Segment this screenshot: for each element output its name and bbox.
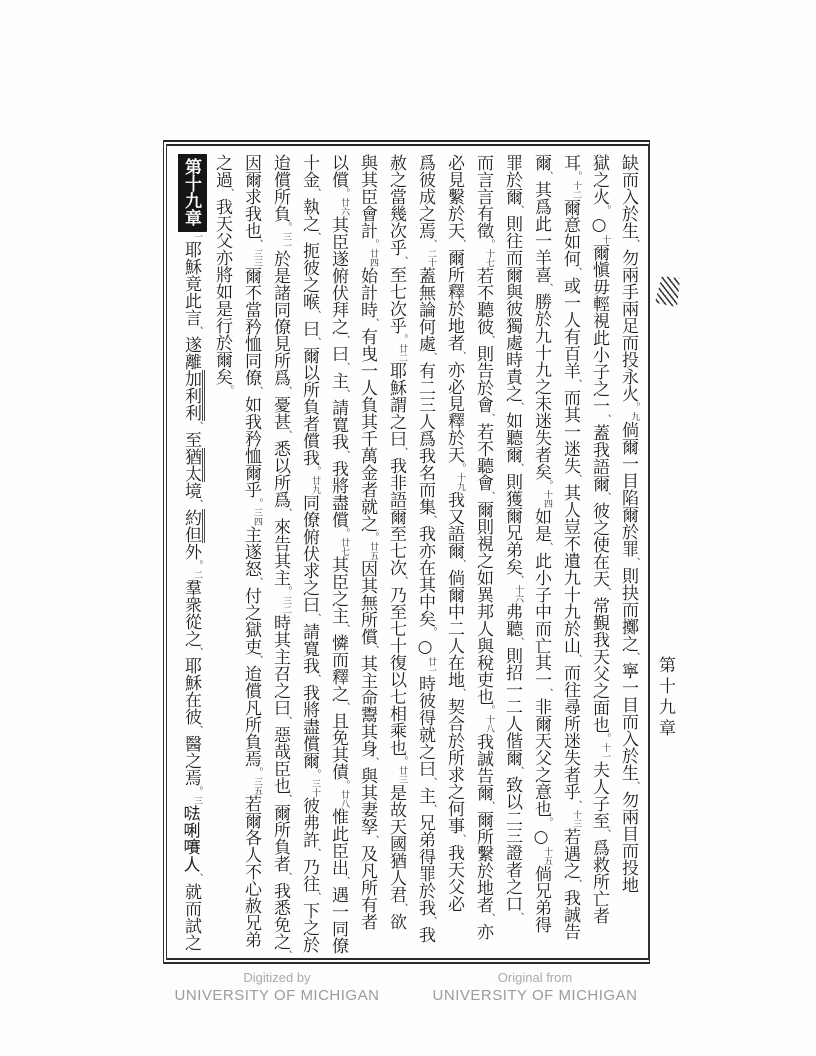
pause-mark: 、: [454, 351, 465, 361]
pause-mark: 、: [483, 413, 494, 423]
pause-mark: 、: [338, 450, 349, 460]
pause-mark: 、: [512, 205, 523, 215]
verse-number-mark: 十五: [542, 847, 552, 865]
text-column-15: 之過、我天父亦將如是行於爾矣。: [207, 154, 236, 960]
pause-mark: 、: [512, 575, 523, 585]
pause-mark: 。: [396, 756, 407, 766]
proper-name-marked-text: 加利利: [181, 370, 205, 421]
text-column-10: 與其臣會計。廿四始計時、有曳一人負其千萬金者就之。廿五因其無所償、其主命鬻其身、與其妻孥、及凡所有者: [352, 154, 381, 960]
pause-mark: 、: [251, 655, 262, 665]
pause-mark: 、: [570, 267, 581, 277]
pause-mark: 、: [628, 239, 639, 249]
pause-mark: 、: [425, 777, 436, 787]
pause-mark: 、: [483, 335, 494, 345]
pause-mark: 、: [338, 362, 349, 372]
pause-mark: 、: [280, 430, 291, 440]
pause-mark: 、: [280, 794, 291, 804]
pause-mark: 、: [512, 463, 523, 473]
pause-mark: 、: [512, 402, 523, 412]
pause-mark: 。: [309, 769, 320, 779]
text-column-16: 第十九章一耶穌竟此言、遂離加利利、至猶太境、約但外。二羣衆從之、耶穌在彼、醫之焉。三𠵽唎㘔人、就而試之: [178, 154, 207, 960]
verse-number-mark: 廿三: [397, 766, 407, 784]
text-column-9: 赦之當幾次乎、至七次乎。廿二耶穌謂之曰、我非語爾至七次、乃至七十復以七相乘也。廿三是故天國猶人君、欲: [381, 154, 410, 960]
pause-mark: 、: [367, 645, 378, 655]
pause-mark: 、: [280, 950, 291, 960]
pause-mark: 、: [280, 386, 291, 396]
pause-mark: 、: [599, 414, 610, 424]
text-column-4: 爾、其爲此一羊喜、勝於九十九之未迷失者矣。十四如是、此小子中而亡其一、非爾天父之意也。○十五倘兄弟得: [526, 154, 555, 960]
text-column-13: 迨償所負。三一於是諸同僚見所爲、憂甚、悉以所爲、來告其主。三二時其主召之曰、惡哉臣也、爾所負者、我悉免之、: [265, 154, 294, 960]
pause-mark: [323, 154, 329, 164]
pause-mark: 、: [541, 283, 552, 293]
pause-mark: 、: [280, 872, 291, 882]
verse-number-mark: 十三: [571, 810, 581, 828]
pause-mark: 、: [367, 318, 378, 328]
pause-mark: 、: [338, 624, 349, 634]
digitized-by-stamp: [152, 969, 402, 1006]
pause-mark: 、: [309, 337, 320, 347]
verse-number-mark: 三二: [281, 596, 291, 614]
pause-mark: 、: [599, 829, 610, 839]
pause-mark: 、: [367, 757, 378, 767]
pause-mark: 、: [570, 879, 581, 889]
pause-mark: 、: [570, 379, 581, 389]
margin-chapter-label: 第十九章: [655, 656, 675, 740]
pause-mark: 。: [367, 239, 378, 249]
text-column-14: 因爾求我也、三三爾不當矜恤同僚、如我矜恤爾乎。三四主遂怒、付之獄吏、迨償凡所負焉。三五若爾各人不心赦兄弟: [236, 154, 265, 960]
pause-mark: 。: [222, 385, 233, 395]
pause-mark: 、: [309, 674, 320, 684]
verse-number-mark: 十七: [484, 249, 494, 267]
original-from-institution: UNIVERSITY OF MICHIGAN: [432, 987, 638, 1004]
pause-mark: 、: [628, 652, 639, 662]
pause-mark: 、: [541, 688, 552, 698]
verse-number-mark: 三一: [281, 232, 291, 250]
text-column-2: 獄之火。○十爾愼毋輕視此小子之一、蓋我語爾、彼之使在天、常覲我天父之面也。十一夫人子至、爲救所亡者: [584, 154, 613, 960]
pause-mark: 、: [396, 576, 407, 586]
pause-mark: 、: [570, 654, 581, 664]
verse-number-mark: 廿九: [310, 476, 320, 494]
verse-number-mark: 廿六: [339, 198, 349, 216]
pause-mark: 、: [512, 766, 523, 776]
pause-mark: 。: [338, 780, 349, 790]
pause-mark: 、: [309, 232, 320, 242]
text-column-6: 而言言有徵。十七若不聽彼、則告於會、若不聽會、爾則視之如異邦人與稅吏也。十八我誠告爾、爾所繫於地者、亦: [468, 154, 497, 960]
verse-number-mark: 二: [192, 570, 202, 579]
verse-number-mark: 十四: [542, 490, 552, 508]
verse-number-mark: 廿四: [368, 249, 378, 267]
pause-mark: 、: [191, 647, 202, 657]
verse-number-mark: 三三: [252, 249, 262, 267]
pause-mark: 、: [599, 587, 610, 597]
pause-mark: 。: [191, 786, 202, 796]
verse-number-mark: 三四: [252, 508, 262, 526]
original-from-stamp: [410, 969, 660, 1006]
pause-mark: 、: [280, 716, 291, 726]
pause-mark: 、: [309, 848, 320, 858]
pause-mark: 。: [251, 498, 262, 508]
pause-mark: 、: [309, 188, 320, 198]
verse-number-mark: 十六: [513, 585, 523, 603]
verse-number-mark: 三: [192, 796, 202, 805]
text-column-7: 必見繫於天、爾所釋於地者、亦必見釋於天。十九我又語爾、倘爾中二人在地、契合於所求之何事、我天父必: [439, 154, 468, 960]
verse-number-mark: 廿八: [339, 790, 349, 808]
pause-mark: 、: [483, 491, 494, 501]
pause-mark: 。: [251, 767, 262, 777]
pause-mark: 、: [338, 335, 349, 345]
vertical-text-block: [176, 154, 642, 960]
pause-mark: [294, 171, 300, 181]
pause-mark: 、: [191, 725, 202, 735]
verse-number-mark: 二十: [426, 249, 436, 267]
text-column-8: 爲彼成之焉、二十蓋無論何處、有二三人爲我名而集、我亦在其中矣。○廿一時彼得就之曰、主、兄弟得罪於我、我: [410, 154, 439, 960]
pause-mark: 。: [570, 171, 581, 181]
pause-mark: 。: [338, 188, 349, 198]
pause-mark: 。: [628, 402, 639, 412]
pause-mark: 。: [454, 463, 465, 473]
digitized-by-text: Digitized by: [243, 970, 311, 985]
pause-mark: 、: [454, 688, 465, 698]
original-from-text: Original from: [497, 970, 573, 985]
pause-mark: 、: [309, 613, 320, 623]
proper-name-marked-text: 約但: [181, 509, 205, 543]
pause-mark: 、: [512, 912, 523, 922]
pause-mark: 、: [191, 873, 202, 883]
chapter-heading-label: 第十九章: [178, 154, 207, 232]
pause-mark: 、: [454, 239, 465, 249]
pause-mark: 。: [396, 334, 407, 344]
pause-mark: 。: [425, 627, 436, 637]
pause-mark: 、: [425, 352, 436, 362]
text-column-11: 以償。廿六其臣遂俯伏拜之、曰、主、請寬我、我將盡償。廿七其臣之主、憐而釋之、且免其債。廿八惟此臣出、遇一同僚: [323, 154, 352, 960]
pause-mark: 。: [599, 733, 610, 743]
pause-mark: 、: [367, 835, 378, 845]
verse-number-mark: 一: [192, 232, 202, 241]
pause-mark: 、: [191, 326, 202, 336]
pause-mark: 、: [425, 515, 436, 525]
verse-number-mark: 廿一: [426, 657, 436, 675]
pause-mark: 、: [599, 492, 610, 502]
digitized-by-institution: UNIVERSITY OF MICHIGAN: [174, 987, 380, 1004]
verse-number-mark: 十九: [455, 473, 465, 491]
verse-number-mark: 廿二: [397, 344, 407, 362]
pause-mark: 、: [309, 892, 320, 902]
pause-mark: 、: [222, 188, 233, 198]
pause-mark: 。: [280, 222, 291, 232]
pause-mark: 、: [483, 801, 494, 811]
proper-name-marked-text: 猶太: [181, 448, 205, 482]
pause-mark: 、: [338, 876, 349, 886]
pause-mark: 、: [251, 239, 262, 249]
pause-mark: 、: [483, 913, 494, 923]
pause-mark: 。: [338, 528, 349, 538]
verse-number-mark: 廿七: [339, 538, 349, 556]
text-column-5: 罪於爾、則往而爾與彼獨處時責之、如聽爾、則獲爾兄弟矣、十六弗聽、則招一二人偕爾、致以二三證者之口、: [497, 154, 526, 960]
pause-mark: 、: [628, 781, 639, 791]
pause-mark: 、: [512, 637, 523, 647]
pause-mark: 、: [396, 447, 407, 457]
pause-mark: 、: [570, 474, 581, 484]
verse-number-mark: 十: [600, 235, 610, 244]
verse-number-mark: 廿五: [368, 542, 378, 560]
pause-mark: 、: [191, 499, 202, 509]
pause-mark: 、: [628, 557, 639, 567]
pause-mark: 、: [425, 804, 436, 814]
pause-mark: 。: [599, 205, 610, 215]
pause-mark: 、: [338, 702, 349, 712]
pause-mark: 、: [251, 386, 262, 396]
verse-number-mark: 十一: [600, 743, 610, 761]
pause-mark: 。: [541, 817, 552, 827]
pause-mark: 、: [338, 389, 349, 399]
pause-mark: 。: [309, 466, 320, 476]
text-column-3: 耳。十二爾意如何、或一人有百羊、而其一迷失、其人豈不遺九十九於山、而往尋所迷失者乎、十三若遇之、我誠告: [555, 154, 584, 960]
pause-mark: 、: [541, 542, 552, 552]
pause-mark: 。: [483, 705, 494, 715]
text-column-12: 十金、執之、扼彼之喉、曰、爾以所負者償我。廿九同僚俯伏求之曰、請寬我、我將盡償爾。三十彼弗許、乃往、下之於: [294, 154, 323, 960]
pause-mark: 、: [425, 239, 436, 249]
printed-border-frame: [163, 140, 650, 964]
text-column-1: 缺而入於生、勿兩手兩足而投永火。九倘爾一目陷爾於罪、則抉而擲之、寧一目而入於生、勿兩目而投地: [613, 154, 642, 960]
pause-mark: 、: [396, 903, 407, 913]
pause-mark: 、: [251, 577, 262, 587]
pause-mark: 、: [309, 310, 320, 320]
pause-mark: 、: [454, 559, 465, 569]
pause-mark: 。: [191, 560, 202, 570]
verse-number-mark: 三十: [310, 779, 320, 797]
pause-mark: 。: [367, 532, 378, 542]
pause-mark: 、: [425, 916, 436, 926]
pause-mark: 、: [570, 800, 581, 810]
pause-mark: 。: [541, 480, 552, 490]
pause-mark: 、: [541, 171, 552, 181]
verse-number-mark: 三五: [252, 777, 262, 795]
pause-mark: 、: [191, 421, 202, 431]
ink-smudge-mark: [655, 276, 680, 307]
pause-mark: 。: [483, 239, 494, 249]
verse-number-mark: 九: [629, 412, 639, 421]
pause-mark: 。: [280, 586, 291, 596]
pause-mark: 、: [280, 508, 291, 518]
verse-number-mark: 十八: [484, 715, 494, 733]
verse-number-mark: 十二: [571, 181, 581, 199]
pause-mark: 、: [454, 834, 465, 844]
pause-mark: 、: [396, 256, 407, 266]
